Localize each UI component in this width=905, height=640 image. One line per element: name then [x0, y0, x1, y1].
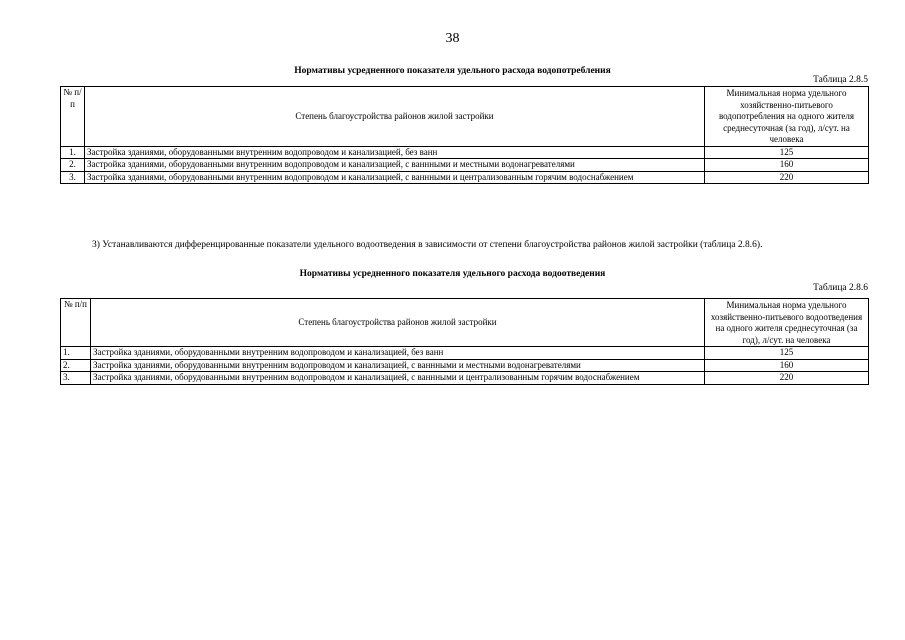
- row-num: 3.: [61, 171, 85, 184]
- row-desc: Застройка зданиями, оборудованными внутренним водопроводом и канализацией, с ваннными и местными водонагревателями: [91, 359, 705, 372]
- table-row: [61, 146, 869, 159]
- row-value: 220: [705, 171, 869, 184]
- table2-label: Таблица 2.8.6: [813, 283, 868, 293]
- row-value: 160: [705, 359, 869, 372]
- table-row: [61, 159, 869, 172]
- row-num: 2.: [61, 159, 85, 172]
- table2-title: Нормативы усредненного показателя удельного расхода водоотведения: [299, 269, 606, 279]
- row-value: 220: [705, 372, 869, 385]
- water-disposal-table: [60, 298, 869, 385]
- table-row: [61, 171, 869, 184]
- table-row: [61, 359, 869, 372]
- table-header-row: [61, 87, 869, 147]
- row-desc: Застройка зданиями, оборудованными внутренним водопроводом и канализацией, с ваннными и централизованным горячим водоснабжением: [91, 372, 705, 385]
- row-num: 3.: [61, 372, 91, 385]
- water-consumption-table: [60, 86, 869, 184]
- row-value: 125: [705, 146, 869, 159]
- page-number: 38: [445, 31, 460, 46]
- note-paragraph: 3) Устанавливаются дифференцированные показатели удельного водоотведения в зависимости от степени благоустройства районов жилой застройки (таблица 2.8.6).: [92, 240, 763, 250]
- table1-title: Нормативы усредненного показателя удельного расхода водопотребления: [294, 66, 611, 76]
- header-value: Минимальная норма удельного хозяйственно-питьевого водоотведения на одного жителя среднесуточная (за год), л/сут. на человека: [705, 299, 869, 347]
- table1-label: Таблица 2.8.5: [813, 75, 868, 85]
- header-desc: Степень благоустройства районов жилой застройки: [85, 87, 705, 147]
- header-num: № п/п: [61, 87, 85, 147]
- row-num: 1.: [61, 347, 91, 360]
- row-desc: Застройка зданиями, оборудованными внутренним водопроводом и канализацией, с ваннными и централизованным горячим водоснабжением: [85, 171, 705, 184]
- table-row: [61, 372, 869, 385]
- header-desc: Степень благоустройства районов жилой застройки: [91, 299, 705, 347]
- row-num: 1.: [61, 146, 85, 159]
- row-desc: Застройка зданиями, оборудованными внутренним водопроводом и канализацией, без ванн: [85, 146, 705, 159]
- table-header-row: [61, 299, 869, 347]
- row-value: 125: [705, 347, 869, 360]
- row-desc: Застройка зданиями, оборудованными внутренним водопроводом и канализацией, без ванн: [91, 347, 705, 360]
- header-num: № п/п: [61, 299, 91, 347]
- row-desc: Застройка зданиями, оборудованными внутренним водопроводом и канализацией, с ваннными и местными водонагревателями: [85, 159, 705, 172]
- table-row: [61, 347, 869, 360]
- row-value: 160: [705, 159, 869, 172]
- header-value: Минимальная норма удельного хозяйственно-питьевого водопотребления на одного жителя среднесуточная (за год), л/сут. на человека: [705, 87, 869, 147]
- row-num: 2.: [61, 359, 91, 372]
